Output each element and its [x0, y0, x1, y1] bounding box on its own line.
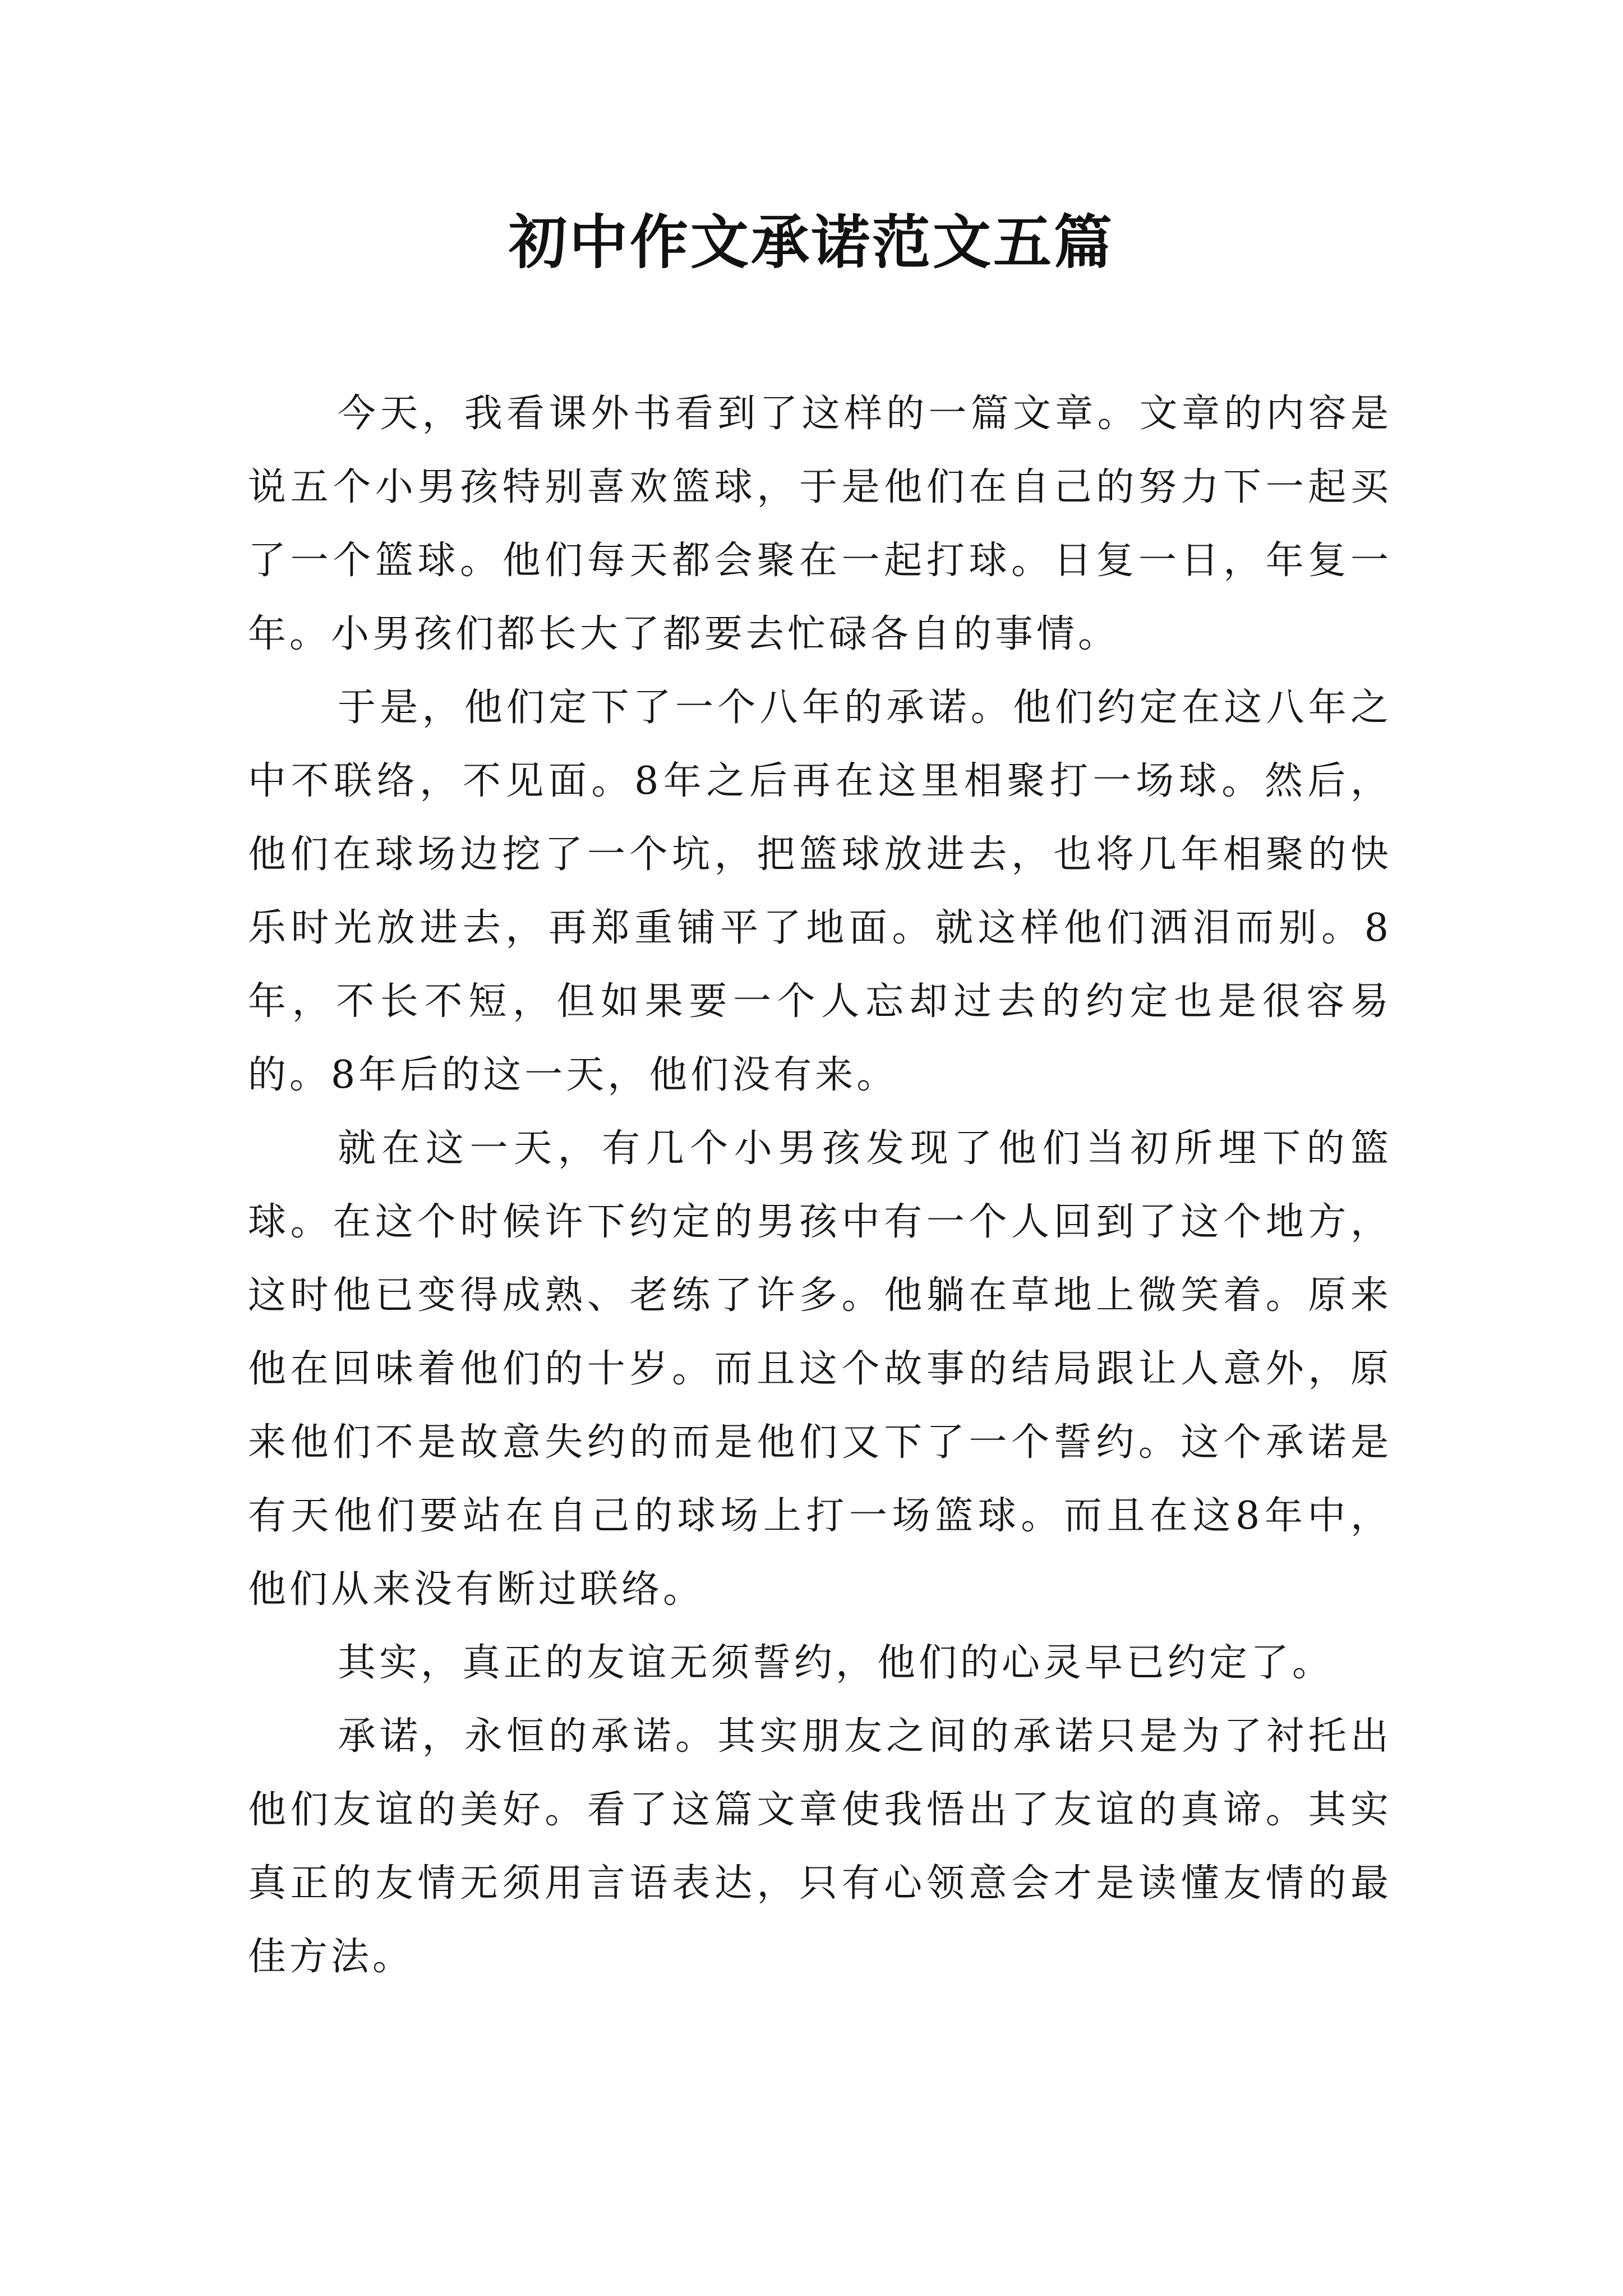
paragraph-1: 今天，我看课外书看到了这样的一篇文章。文章的内容是说五个小男孩特别喜欢篮球，于是他们在自己的努力下一起买了一个篮球。他们每天都会聚在一起打球。日复一日，年复一年。小男孩们都长大了都要去忙碌各自的事情。	[248, 392, 1392, 656]
document-title: 初中作文承诺范文五篇	[508, 208, 1114, 277]
paragraph-3: 就在这一天，有几个小男孩发现了他们当初所埋下的篮球。在这个时候许下约定的男孩中有一个人回到了这个地方，这时他已变得成熟、老练了许多。他躺在草地上微笑着。原来他在回味着他们的十岁。而且这个故事的结局跟让人意外，原来他们不是故意失约的而是他们又下了一个誓约。这个承诺是有天他们要站在自己的球场上打一场篮球。而且在这8年中，他们从来没有断过联络。	[248, 1126, 1392, 1612]
paragraph-4: 其实，真正的友谊无须誓约，他们的心灵早已约定了。	[338, 1641, 1334, 1685]
paragraph-5: 承诺，永恒的承诺。其实朋友之间的承诺只是为了衬托出他们友谊的美好。看了这篇文章使我悟出了友谊的真谛。其实真正的友情无须用言语表达，只有心领意会才是读懂友情的最佳方法。	[248, 1714, 1392, 1979]
paragraph-2: 于是，他们定下了一个八年的承诺。他们约定在这八年之中不联络，不见面。8年之后再在这里相聚打一场球。然后，他们在球场边挖了一个坑，把篮球放进去，也将几年相聚的快乐时光放进去，再郑重铺平了地面。就这样他们洒泪而别。8年，不长不短，但如果要一个人忘却过去的约定也是很容易的。8年后的这一天，他们没有来。	[248, 685, 1392, 1097]
document-body	[248, 377, 1392, 1994]
